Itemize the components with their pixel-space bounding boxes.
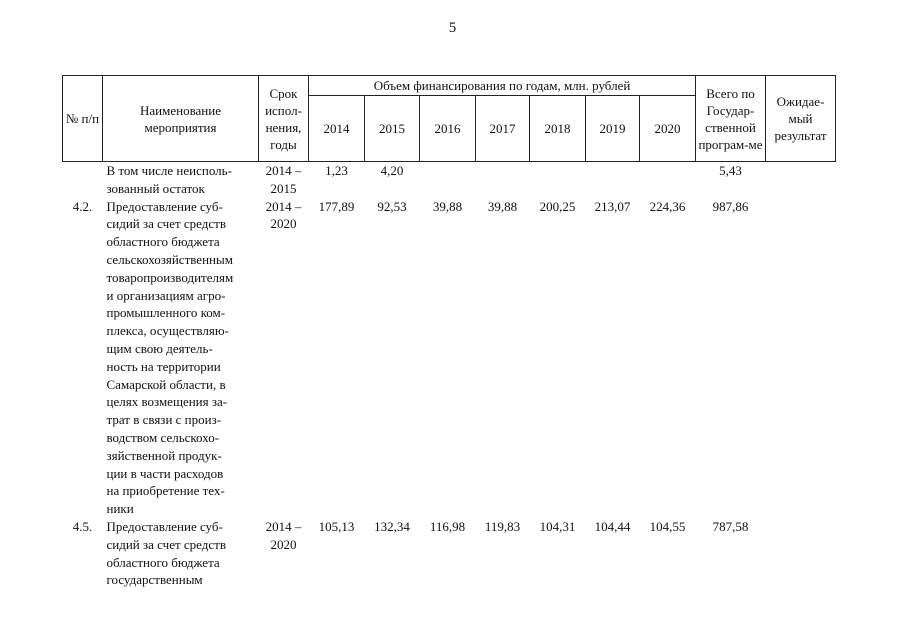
row-value-2020: 104,55 — [649, 518, 686, 534]
row-value-2015: 92,53 — [377, 198, 407, 214]
row-num: 4.2. — [72, 198, 93, 214]
row-name-line: областного бюджета — [106, 554, 220, 570]
row-name-line: сидий за счет средств — [106, 216, 226, 232]
row-value-2020: 224,36 — [649, 198, 686, 214]
row-name — [103, 162, 259, 198]
header-year: 2018 — [530, 96, 586, 162]
row-term-line: 2015 — [270, 180, 297, 196]
row-value-2018: 200,25 — [539, 198, 576, 214]
row-name-line: сидий за счет средств — [106, 536, 226, 552]
row-name-line: ции в части расходов — [106, 465, 224, 481]
row-num: 4.5. — [72, 518, 93, 534]
row-value-2019 — [586, 162, 640, 198]
header-year: 2017 — [476, 96, 530, 162]
row-result — [766, 198, 836, 518]
row-name-line: государственным — [106, 572, 203, 588]
row-name-line: и организациям агро- — [106, 287, 226, 303]
row-value-2015: 132,34 — [374, 518, 410, 534]
header-name: Наименование мероприятия — [103, 76, 259, 162]
row-value-2014: 177,89 — [318, 198, 355, 214]
row-value-2016 — [420, 162, 476, 198]
row-name-line: ность на территории — [106, 358, 221, 374]
table-row — [63, 162, 836, 198]
row-value-2016: 116,98 — [429, 518, 466, 534]
row-name-line: зованный остаток — [106, 180, 205, 196]
row-result — [766, 518, 836, 589]
row-result — [766, 162, 836, 198]
row-value-2017: 39,88 — [487, 198, 518, 214]
row-value-2019: 104,44 — [594, 518, 631, 534]
row-name-line: трат в связи с произ- — [106, 412, 222, 428]
row-value-2017: 119,83 — [484, 518, 521, 534]
header-year: 2016 — [420, 96, 476, 162]
row-term — [259, 198, 309, 518]
header-year: 2019 — [586, 96, 640, 162]
row-term-line: 2020 — [270, 216, 297, 232]
row-value-2014: 1,23 — [325, 163, 348, 178]
row-name-line: областного бюджета — [106, 234, 220, 250]
header-year: 2014 — [309, 96, 365, 162]
header-year: 2015 — [365, 96, 420, 162]
row-name-line: товаропроизводителям — [106, 269, 234, 285]
funding-table — [62, 75, 836, 589]
table-row — [63, 518, 836, 589]
row-value-2017 — [476, 162, 530, 198]
row-name-line: ники — [106, 501, 134, 517]
header-funding-group: Объем финансирования по годам, млн. рублей — [309, 76, 696, 96]
row-value-2020 — [640, 162, 696, 198]
row-value-2018: 104,31 — [539, 518, 576, 534]
row-term-line: 2014 – — [265, 198, 302, 214]
row-term — [259, 162, 309, 198]
row-value-2018 — [530, 162, 586, 198]
row-name-line: на приобретение тех- — [106, 483, 225, 499]
row-name — [103, 518, 259, 589]
row-term — [259, 518, 309, 589]
row-name-line: целях возмещения за- — [106, 394, 228, 410]
row-name-line: промышленного ком- — [106, 305, 226, 321]
row-total: 987,86 — [712, 198, 749, 214]
row-value-2014: 105,13 — [318, 518, 355, 534]
row-name-line: Предоставление суб- — [106, 198, 223, 214]
row-term-line: 2014 – — [265, 518, 302, 534]
row-name-line: В том числе неисполь- — [106, 163, 232, 178]
header-year: 2020 — [640, 96, 696, 162]
header-result: Ожидае-мый результат — [766, 76, 836, 162]
header-term: Срок испол-нения, годы — [259, 76, 309, 162]
row-name — [103, 198, 259, 518]
row-value-2019: 213,07 — [594, 198, 631, 214]
row-total: 787,58 — [712, 518, 749, 534]
row-name-line: Предоставление суб- — [106, 518, 223, 534]
row-term-line: 2014 – — [265, 163, 302, 178]
page-number: 5 — [448, 20, 457, 36]
row-value-2016: 39,88 — [432, 198, 463, 214]
row-num — [63, 162, 103, 198]
row-value-2015: 4,20 — [380, 163, 404, 178]
row-name-line: сельскохозяйственным — [106, 251, 233, 267]
header-num: № п/п — [63, 76, 103, 162]
row-name-line: щим свою деятель- — [106, 340, 213, 356]
table-row — [63, 198, 836, 518]
row-name-line: плекса, осуществляю- — [106, 323, 229, 339]
row-name-line: Самарской области, в — [106, 376, 226, 392]
row-name-line: водством сельскохо- — [106, 429, 220, 445]
row-term-line: 2020 — [270, 536, 297, 552]
header-total: Всего по Государ-ственной програм-ме — [696, 76, 766, 162]
row-name-line: зяйственной продук- — [106, 447, 222, 463]
row-total: 5,43 — [719, 163, 742, 178]
